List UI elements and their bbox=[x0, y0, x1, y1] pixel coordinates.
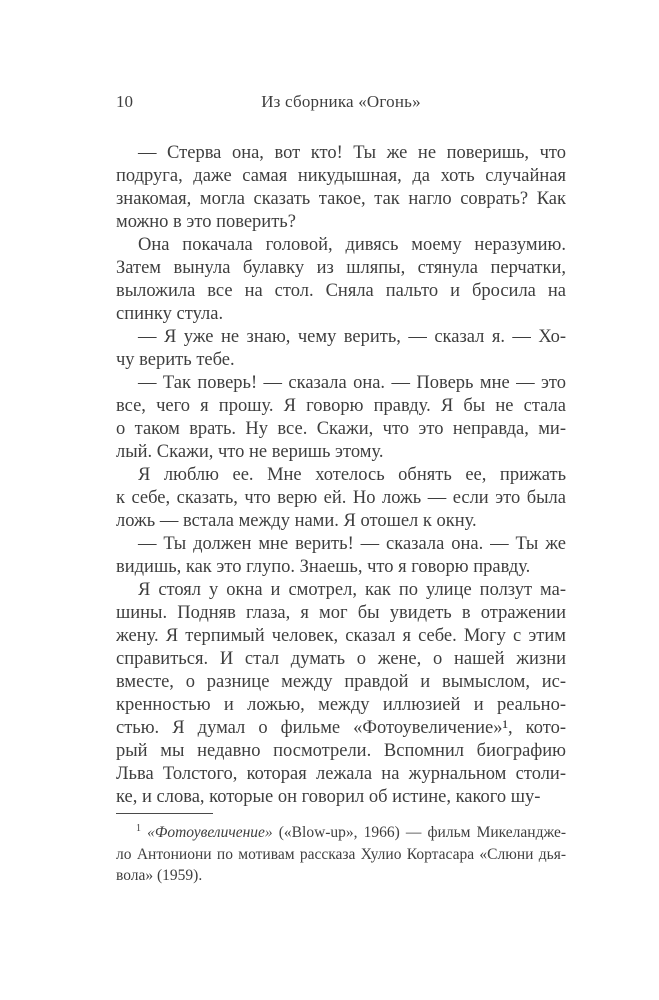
footnote bbox=[116, 822, 566, 887]
footnote-title: «Фотоувеличение» bbox=[147, 824, 273, 841]
text-line: справиться. И стал думать о жене, о нашей жизни bbox=[116, 649, 566, 669]
paragraph bbox=[116, 326, 566, 372]
text-line: можно в это поверить? bbox=[116, 212, 296, 232]
page-content bbox=[116, 92, 566, 887]
footnote-text: («Blow-up», 1966) — фильм Микеландже- bbox=[272, 824, 566, 841]
page-number: 10 bbox=[116, 92, 133, 111]
text-line: спинку стула. bbox=[116, 304, 224, 324]
text-line: — Так поверь! — сказала она. — Поверь мне — это bbox=[138, 373, 566, 393]
footnote-separator bbox=[116, 813, 213, 814]
text-line: жену. Я терпимый человек, сказал я себе. Могу с этим bbox=[116, 626, 566, 646]
running-header: Из сборника «Огонь» bbox=[261, 92, 421, 111]
text-line: Она покачала головой, дивясь моему неразумию. bbox=[138, 235, 566, 255]
paragraph bbox=[116, 372, 566, 464]
text-line: Я люблю ее. Мне хотелось обнять ее, прижать bbox=[138, 465, 566, 485]
footnote-line: ло Антониони по мотивам рассказа Хулио Кортасара «Слюни дья- bbox=[116, 845, 566, 863]
text-line: знакомая, могла сказать такое, так нагло соврать? Как bbox=[116, 189, 566, 209]
text-line: — Ты должен мне верить! — сказала она. — Ты же bbox=[138, 534, 566, 554]
paragraph bbox=[116, 234, 566, 326]
text-line: — Я уже не знаю, чему верить, — сказал я. — Хо- bbox=[138, 327, 566, 347]
footnote-line bbox=[116, 822, 566, 844]
text-line: — Стерва она, вот кто! Ты же не поверишь, что bbox=[138, 143, 566, 163]
text-line: рый мы недавно посмотрели. Вспомнил биографию bbox=[116, 741, 566, 761]
text-line: Льва Толстого, которая лежала на журнальном столи- bbox=[116, 764, 566, 784]
text-line: о таком врать. Ну все. Скажи, что это неправда, ми- bbox=[116, 419, 566, 439]
text-line: выложила все на стол. Сняла пальто и бросила на bbox=[116, 281, 566, 301]
page-header bbox=[116, 92, 566, 112]
text-line: чу верить тебе. bbox=[116, 350, 235, 370]
text-line: подруга, даже самая никудышная, да хоть случайная bbox=[116, 166, 566, 186]
text-line: видишь, как это глупо. Знаешь, что я говорю правду. bbox=[116, 557, 531, 577]
paragraph bbox=[116, 142, 566, 234]
text-line: ложь — встала между нами. Я отошел к окну. bbox=[116, 511, 477, 531]
text-line: к себе, сказать, что верю ей. Но ложь — если это была bbox=[116, 488, 566, 508]
footnote-line: вола» (1959). bbox=[116, 867, 203, 884]
footnote-marker: 1 bbox=[136, 823, 141, 834]
paragraph bbox=[116, 464, 566, 533]
text-line: все, чего я прошу. Я говорю правду. Я бы не стала bbox=[116, 396, 566, 416]
text-line: вместе, о разнице между правдой и вымыслом, ис- bbox=[116, 672, 566, 692]
text-line: Я стоял у окна и смотрел, как по улице ползут ма- bbox=[138, 580, 566, 600]
text-line: стью. Я думал о фильме «Фотоувеличение»¹, кото- bbox=[116, 718, 566, 738]
text-line: кренностью и ложью, между иллюзией и реально- bbox=[116, 695, 566, 715]
text-line: ке, и слова, которые он говорил об истине, какого шу- bbox=[116, 787, 541, 807]
text-line: лый. Скажи, что не веришь этому. bbox=[116, 442, 384, 462]
paragraph bbox=[116, 533, 566, 579]
text-line: шины. Подняв глаза, я мог бы увидеть в отражении bbox=[116, 603, 566, 623]
paragraph bbox=[116, 579, 566, 809]
text-line: Затем вынула булавку из шляпы, стянула перчатки, bbox=[116, 258, 566, 278]
body-text bbox=[116, 142, 566, 809]
